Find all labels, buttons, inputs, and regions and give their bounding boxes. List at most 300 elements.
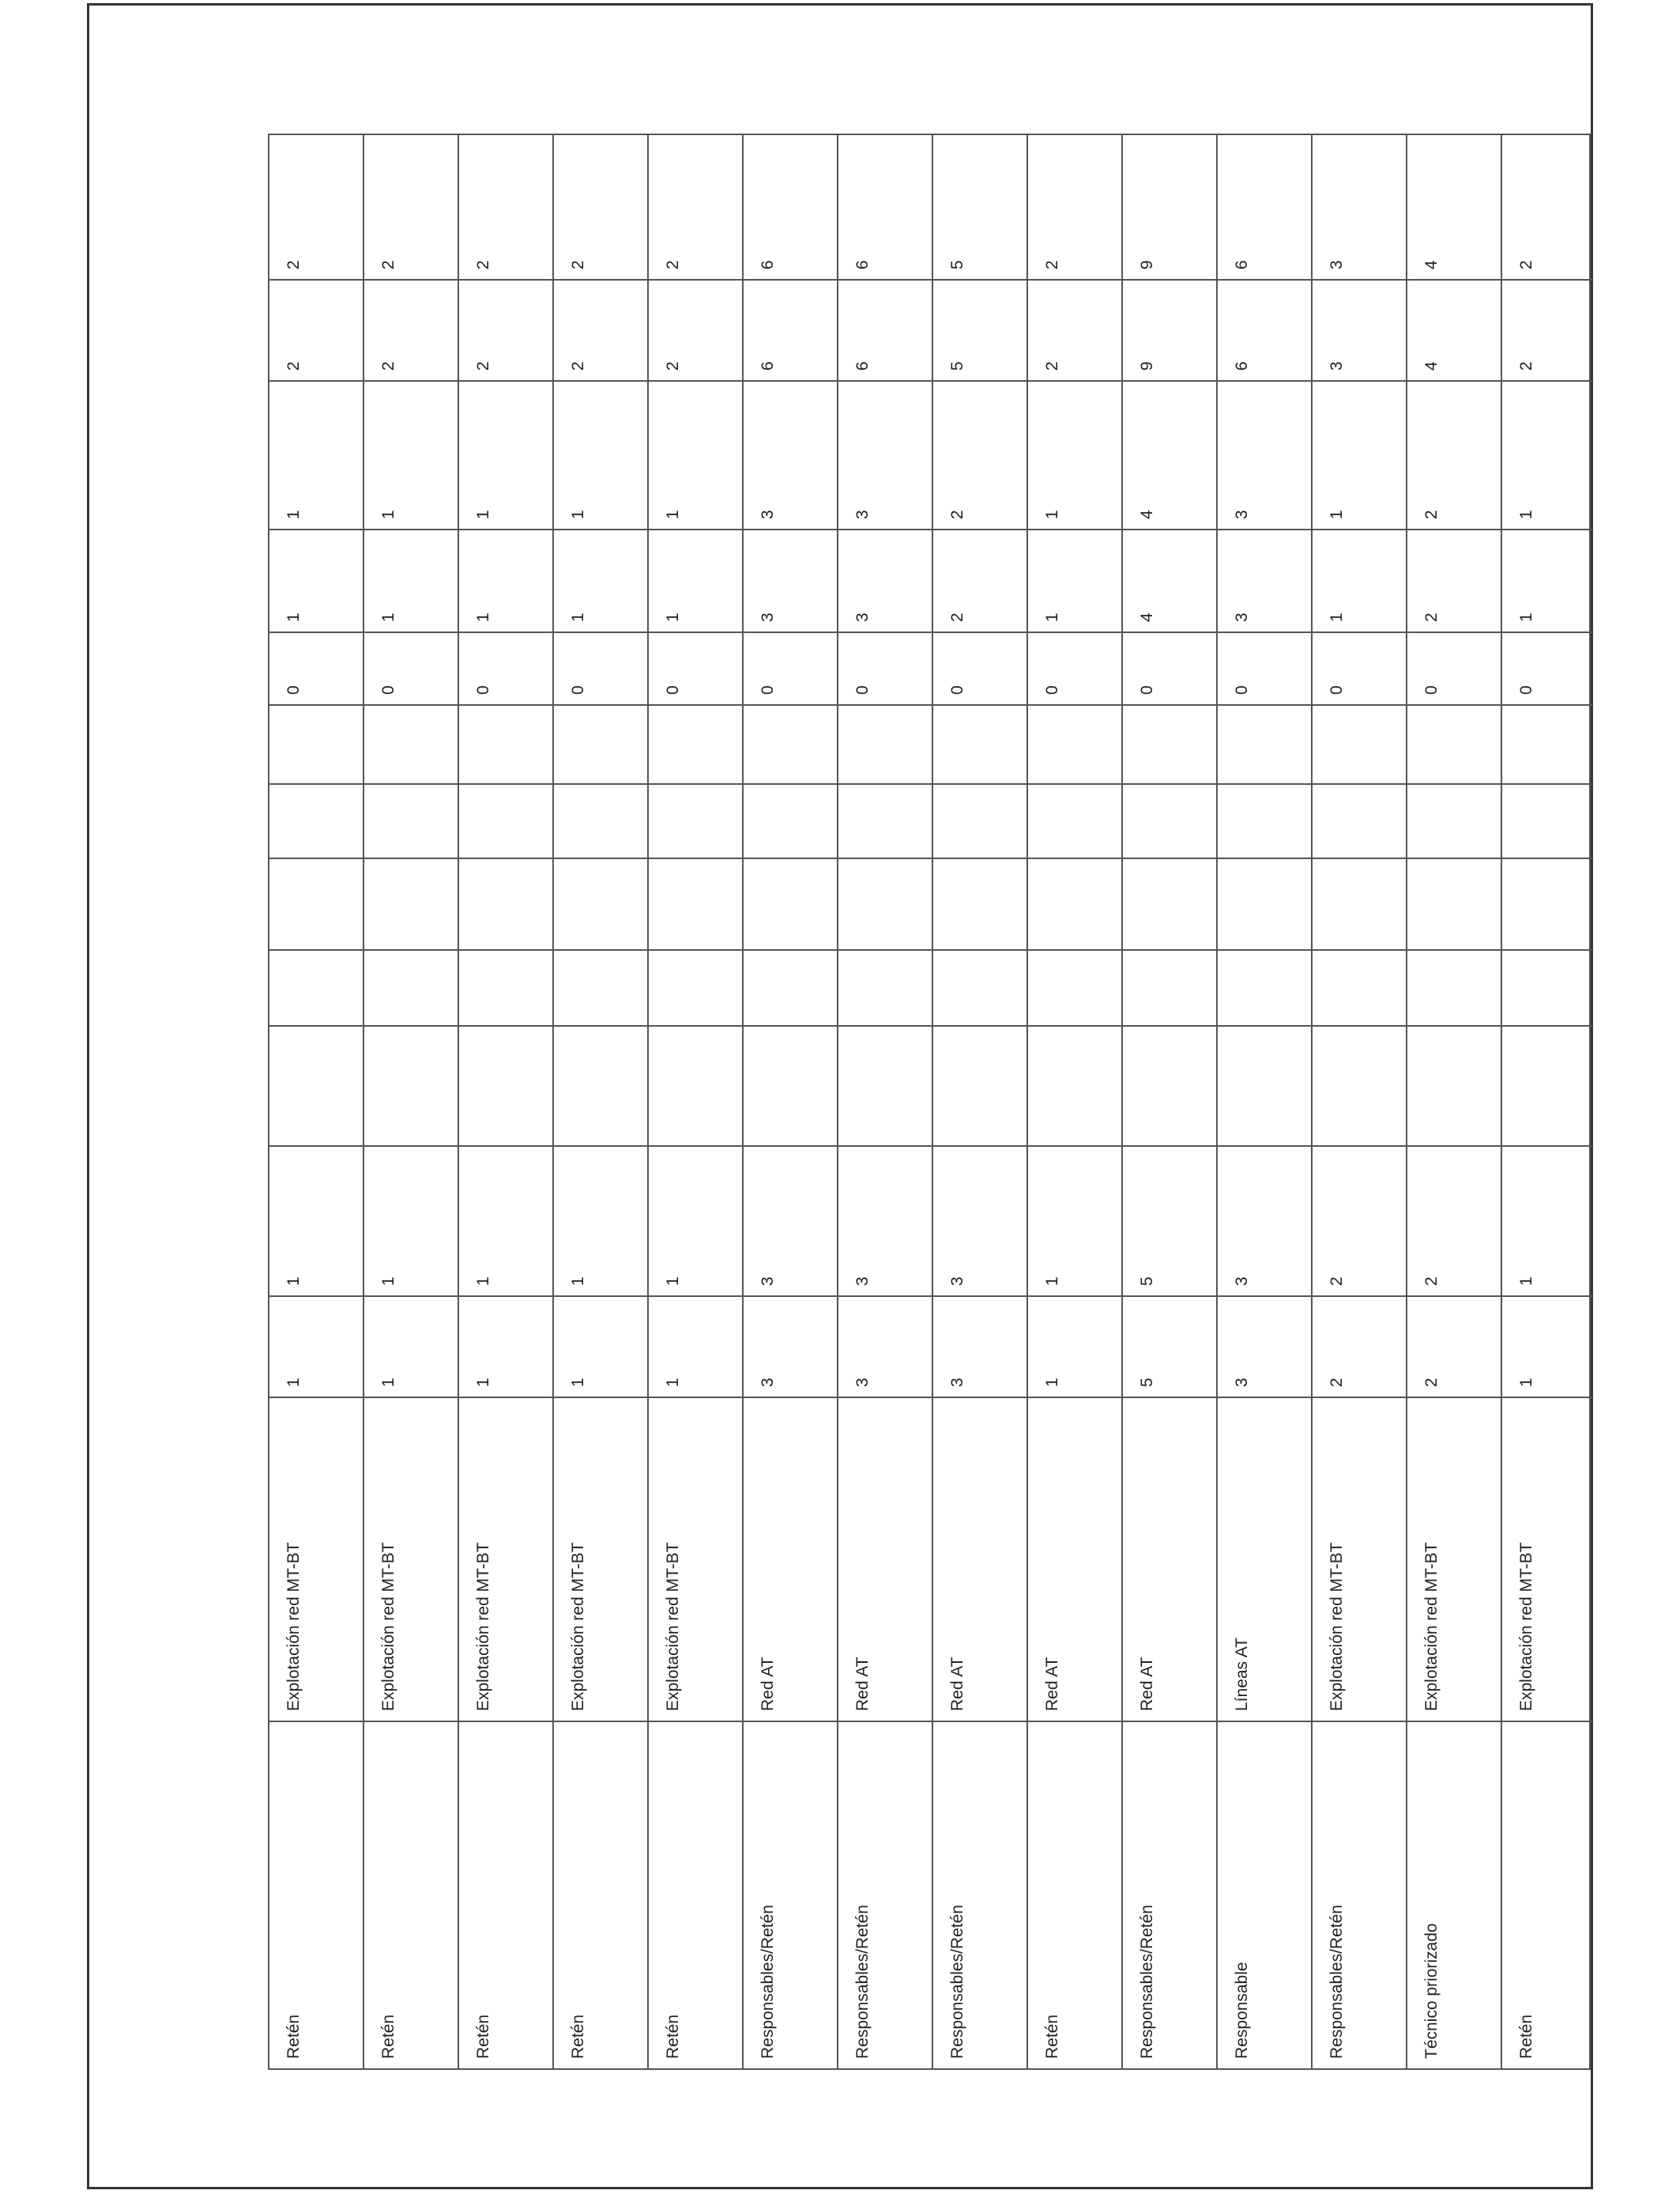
table-row (364, 135, 459, 2068)
table-cell-val-a (1313, 1295, 1406, 1397)
table-cell-val-e (1123, 380, 1216, 529)
cell-text: 4 (1422, 260, 1441, 270)
table-cell-role (1123, 1721, 1216, 2068)
table-cell-blank-2 (459, 949, 552, 1025)
cell-text: 2 (569, 361, 587, 371)
table-cell-val-b (838, 1145, 932, 1295)
table-cell-val-b (1028, 1145, 1121, 1295)
cell-text: 1 (1517, 1276, 1535, 1286)
table-cell-blank-5 (1502, 704, 1592, 783)
table-cell-role (933, 1721, 1026, 2068)
table-row (933, 135, 1028, 2068)
table-cell-blank-5 (554, 704, 647, 783)
table-cell-val-g (1218, 129, 1311, 279)
cell-text: 1 (284, 1378, 303, 1387)
table-cell-role (1313, 1721, 1406, 2068)
cell-text: Red AT (948, 1657, 966, 1711)
table-cell-blank-1 (1502, 1025, 1592, 1145)
table-cell-val-e (1028, 380, 1121, 529)
table-cell-val-g (1407, 129, 1501, 279)
table-cell-role (364, 1721, 458, 2068)
cell-text: 1 (569, 1276, 587, 1286)
cell-text: 2 (1043, 260, 1061, 270)
cell-text: 0 (1328, 685, 1346, 695)
cell-text: 1 (1517, 1378, 1535, 1387)
table-cell-area (1218, 1397, 1311, 1721)
cell-text: Técnico priorizado (1422, 1923, 1441, 2059)
cell-text: Explotación red MT-BT (379, 1542, 397, 1711)
cell-text: 2 (1517, 361, 1535, 371)
table-cell-area (554, 1397, 647, 1721)
cell-text: 1 (1043, 1276, 1061, 1286)
table-cell-val-f (649, 279, 742, 380)
cell-text: 3 (759, 613, 777, 622)
table-cell-blank-4 (838, 783, 932, 858)
cell-text: Responsables/Retén (1138, 1905, 1156, 2059)
table-cell-val-f (459, 279, 552, 380)
cell-text: 1 (379, 613, 397, 622)
cell-text: 1 (1043, 510, 1061, 519)
table-cell-role (838, 1721, 932, 2068)
table-cell-val-f (1313, 279, 1406, 380)
cell-text: 1 (664, 613, 682, 622)
cell-text: 5 (1138, 1378, 1156, 1387)
table-cell-val-d (1218, 529, 1311, 631)
table-cell-val-e (1218, 380, 1311, 529)
table-cell-val-e (269, 380, 363, 529)
table-cell-blank-3 (838, 858, 932, 949)
cell-text: 2 (1328, 1378, 1346, 1387)
table-cell-blank-3 (1123, 858, 1216, 949)
cell-text: 1 (284, 613, 303, 622)
table-cell-blank-2 (1502, 949, 1592, 1025)
table-cell-val-d (269, 529, 363, 631)
table-cell-blank-3 (933, 858, 1026, 949)
cell-text: 3 (759, 1276, 777, 1286)
table-cell-val-a (1502, 1295, 1592, 1397)
table-cell-blank-3 (1028, 858, 1121, 949)
table-cell-val-e (554, 380, 647, 529)
table-cell-val-d (649, 529, 742, 631)
cell-text: 3 (1233, 1276, 1251, 1286)
table-cell-blank-4 (1028, 783, 1121, 858)
cell-text: 2 (474, 260, 492, 270)
table-cell-val-e (459, 380, 552, 529)
cell-text: 6 (1233, 361, 1251, 371)
cell-text: 1 (664, 1378, 682, 1387)
cell-text: 5 (1138, 1276, 1156, 1286)
table-cell-blank-5 (364, 704, 458, 783)
cell-text: 3 (1328, 260, 1346, 270)
table-cell-blank-1 (1407, 1025, 1501, 1145)
table-cell-blank-3 (269, 858, 363, 949)
table-cell-val-f (1028, 279, 1121, 380)
cell-text: 2 (1043, 361, 1061, 371)
cell-text: Explotación red MT-BT (474, 1542, 492, 1711)
cell-text: 4 (1422, 361, 1441, 371)
table-cell-val-g (933, 129, 1026, 279)
table-cell-val-a (838, 1295, 932, 1397)
cell-text: 2 (284, 361, 303, 371)
table-cell-val-a (1407, 1295, 1501, 1397)
table-cell-val-c (1123, 631, 1216, 704)
cell-text: Responsables/Retén (948, 1905, 966, 2059)
table-cell-val-f (554, 279, 647, 380)
table-cell-blank-1 (1123, 1025, 1216, 1145)
table-cell-blank-5 (1123, 704, 1216, 783)
cell-text: 0 (474, 685, 492, 695)
table-cell-blank-5 (1028, 704, 1121, 783)
cell-text: 0 (1138, 685, 1156, 695)
cell-text: Explotación red MT-BT (1328, 1542, 1346, 1711)
table-cell-val-b (933, 1145, 1026, 1295)
cell-text: Responsable (1233, 1962, 1251, 2059)
table-cell-val-d (838, 529, 932, 631)
cell-text: 4 (1138, 613, 1156, 622)
table-cell-val-d (744, 529, 837, 631)
table-cell-val-b (1502, 1145, 1592, 1295)
cell-text: 0 (664, 685, 682, 695)
table-cell-blank-2 (744, 949, 837, 1025)
cell-text: 1 (284, 510, 303, 519)
table-cell-blank-3 (744, 858, 837, 949)
cell-text: 3 (1328, 361, 1346, 371)
table-row (1313, 135, 1407, 2068)
table-cell-val-b (1123, 1145, 1216, 1295)
table-cell-val-g (1502, 129, 1592, 279)
table-cell-val-d (1313, 529, 1406, 631)
table-cell-area (838, 1397, 932, 1721)
cell-text: 3 (948, 1276, 966, 1286)
table-cell-blank-1 (1218, 1025, 1311, 1145)
table-cell-blank-4 (933, 783, 1026, 858)
cell-text: 0 (1233, 685, 1251, 695)
table-cell-blank-4 (1407, 783, 1501, 858)
cell-text: 3 (1233, 613, 1251, 622)
cell-text: 3 (853, 510, 872, 519)
table-cell-val-a (1218, 1295, 1311, 1397)
table-cell-val-g (744, 129, 837, 279)
cell-text: 0 (284, 685, 303, 695)
table-cell-val-g (1028, 129, 1121, 279)
table-cell-blank-2 (1218, 949, 1311, 1025)
cell-text: 6 (759, 260, 777, 270)
table-cell-role (269, 1721, 363, 2068)
table-cell-blank-4 (459, 783, 552, 858)
cell-text: 2 (664, 260, 682, 270)
table-cell-blank-4 (744, 783, 837, 858)
table-cell-role (1028, 1721, 1121, 2068)
cell-text: 2 (1517, 260, 1535, 270)
table-cell-val-b (554, 1145, 647, 1295)
table-cell-blank-1 (1313, 1025, 1406, 1145)
table-cell-val-c (744, 631, 837, 704)
cell-text: 9 (1138, 361, 1156, 371)
cell-text: 3 (759, 510, 777, 519)
table-row (744, 135, 838, 2068)
table-cell-area (1407, 1397, 1501, 1721)
table-cell-blank-2 (554, 949, 647, 1025)
table-cell-val-g (1313, 129, 1406, 279)
cell-text: Red AT (853, 1657, 872, 1711)
table-cell-val-a (554, 1295, 647, 1397)
table-cell-blank-2 (1028, 949, 1121, 1025)
table-cell-area (269, 1397, 363, 1721)
table-cell-blank-1 (554, 1025, 647, 1145)
table-cell-area (364, 1397, 458, 1721)
table-cell-val-e (838, 380, 932, 529)
table-cell-area (1028, 1397, 1121, 1721)
cell-text: 1 (569, 1378, 587, 1387)
table-row (1407, 135, 1502, 2068)
cell-text: Líneas AT (1233, 1637, 1251, 1711)
table-cell-val-d (1407, 529, 1501, 631)
cell-text: 3 (853, 1276, 872, 1286)
cell-text: 4 (1138, 510, 1156, 519)
cell-text: 1 (474, 1378, 492, 1387)
cell-text: Explotación red MT-BT (284, 1542, 303, 1711)
table-cell-blank-4 (364, 783, 458, 858)
cell-text: 2 (1422, 1378, 1441, 1387)
table-cell-val-e (649, 380, 742, 529)
cell-text: 1 (1043, 613, 1061, 622)
table-cell-blank-1 (459, 1025, 552, 1145)
table-cell-val-c (554, 631, 647, 704)
table-cell-blank-3 (364, 858, 458, 949)
table-row (1028, 135, 1123, 2068)
cell-text: 0 (759, 685, 777, 695)
table-cell-blank-1 (1028, 1025, 1121, 1145)
table-cell-val-f (1502, 279, 1592, 380)
table-cell-blank-3 (459, 858, 552, 949)
table-cell-blank-5 (1218, 704, 1311, 783)
table-cell-val-f (1407, 279, 1501, 380)
cell-text: Explotación red MT-BT (1517, 1542, 1535, 1711)
table-cell-val-g (649, 129, 742, 279)
cell-text: 1 (474, 613, 492, 622)
cell-text: 1 (1043, 1378, 1061, 1387)
cell-text: 2 (474, 361, 492, 371)
cell-text: 6 (853, 361, 872, 371)
table-cell-val-b (459, 1145, 552, 1295)
cell-text: 3 (853, 613, 872, 622)
table-cell-blank-3 (1502, 858, 1592, 949)
table-cell-val-a (459, 1295, 552, 1397)
table-cell-val-e (933, 380, 1026, 529)
table-cell-blank-4 (1313, 783, 1406, 858)
cell-text: 2 (948, 613, 966, 622)
cell-text: Red AT (1043, 1657, 1061, 1711)
table-cell-blank-5 (933, 704, 1026, 783)
table-cell-val-d (933, 529, 1026, 631)
table-cell-val-d (364, 529, 458, 631)
table-cell-area (744, 1397, 837, 1721)
cell-text: Explotación red MT-BT (569, 1542, 587, 1711)
table-cell-val-b (744, 1145, 837, 1295)
table-cell-area (649, 1397, 742, 1721)
cell-text: 1 (1328, 510, 1346, 519)
cell-text: Explotación red MT-BT (1422, 1542, 1441, 1711)
table-cell-val-b (1313, 1145, 1406, 1295)
table-cell-val-f (838, 279, 932, 380)
table-cell-val-a (744, 1295, 837, 1397)
table-cell-blank-3 (1313, 858, 1406, 949)
table-row (838, 135, 933, 2068)
table-cell-val-a (1123, 1295, 1216, 1397)
table-cell-val-c (364, 631, 458, 704)
cell-text: 2 (664, 361, 682, 371)
table-row (1218, 135, 1313, 2068)
table-cell-blank-2 (1407, 949, 1501, 1025)
cell-text: Retén (284, 2014, 303, 2059)
table-cell-val-a (1028, 1295, 1121, 1397)
table-cell-blank-4 (649, 783, 742, 858)
table-cell-val-c (838, 631, 932, 704)
table-cell-val-f (364, 279, 458, 380)
cell-text: Red AT (759, 1657, 777, 1711)
table-cell-blank-1 (744, 1025, 837, 1145)
table-cell-val-b (1407, 1145, 1501, 1295)
cell-text: 3 (853, 1378, 872, 1387)
table-cell-area (933, 1397, 1026, 1721)
table-cell-role (744, 1721, 837, 2068)
cell-text: 0 (853, 685, 872, 695)
cell-text: 2 (1422, 613, 1441, 622)
table-cell-blank-3 (554, 858, 647, 949)
table-cell-val-g (364, 129, 458, 279)
table-cell-val-b (649, 1145, 742, 1295)
table-cell-val-a (649, 1295, 742, 1397)
table-cell-blank-2 (1313, 949, 1406, 1025)
cell-text: 3 (759, 1378, 777, 1387)
cell-text: 1 (569, 613, 587, 622)
table-cell-val-f (1123, 279, 1216, 380)
table-cell-val-c (459, 631, 552, 704)
cell-text: 0 (1517, 685, 1535, 695)
table-cell-val-e (1313, 380, 1406, 529)
table-cell-area (1123, 1397, 1216, 1721)
cell-text: 1 (1517, 613, 1535, 622)
cell-text: 6 (759, 361, 777, 371)
table-row (1123, 135, 1218, 2068)
table-cell-val-a (364, 1295, 458, 1397)
cell-text: Retén (1043, 2014, 1061, 2059)
table-row (269, 135, 364, 2068)
cell-text: Retén (474, 2014, 492, 2059)
table-cell-val-g (554, 129, 647, 279)
table-cell-val-f (933, 279, 1026, 380)
cell-text: 0 (1043, 685, 1061, 695)
table-cell-blank-5 (649, 704, 742, 783)
table-cell-val-c (1028, 631, 1121, 704)
table-cell-blank-2 (1123, 949, 1216, 1025)
cell-text: 0 (948, 685, 966, 695)
cell-text: 0 (1422, 685, 1441, 695)
cell-text: 1 (1328, 613, 1346, 622)
table-cell-blank-4 (554, 783, 647, 858)
table-cell-val-a (933, 1295, 1026, 1397)
cell-text: 2 (1422, 1276, 1441, 1286)
cell-text: 2 (379, 361, 397, 371)
table-cell-val-c (1502, 631, 1592, 704)
table-cell-val-b (364, 1145, 458, 1295)
table-cell-val-g (269, 129, 363, 279)
table-cell-blank-1 (269, 1025, 363, 1145)
cell-text: Responsables/Retén (1328, 1905, 1346, 2059)
table-cell-val-d (1028, 529, 1121, 631)
table-cell-area (1502, 1397, 1592, 1721)
cell-text: 2 (569, 260, 587, 270)
cell-text: 6 (853, 260, 872, 270)
table-row (1502, 135, 1592, 2068)
table-cell-role (1218, 1721, 1311, 2068)
table-cell-val-c (1407, 631, 1501, 704)
table-cell-blank-4 (1218, 783, 1311, 858)
table-cell-blank-4 (1123, 783, 1216, 858)
table-cell-role (554, 1721, 647, 2068)
cell-text: 2 (948, 510, 966, 519)
table-cell-blank-4 (269, 783, 363, 858)
cell-text: 1 (664, 1276, 682, 1286)
cell-text: 1 (474, 1276, 492, 1286)
table-cell-val-c (1313, 631, 1406, 704)
cell-text: Responsables/Retén (853, 1905, 872, 2059)
table-cell-val-e (364, 380, 458, 529)
table-cell-role (649, 1721, 742, 2068)
cell-text: 3 (1233, 510, 1251, 519)
cell-text: 3 (1233, 1378, 1251, 1387)
table-cell-val-b (1218, 1145, 1311, 1295)
cell-text: 9 (1138, 260, 1156, 270)
table-cell-role (1502, 1721, 1592, 2068)
cell-text: 2 (1422, 510, 1441, 519)
cell-text: 1 (569, 510, 587, 519)
table-cell-val-e (1502, 380, 1592, 529)
table-cell-val-g (838, 129, 932, 279)
cell-text: Explotación red MT-BT (664, 1542, 682, 1711)
table-cell-blank-2 (933, 949, 1026, 1025)
table-cell-val-c (649, 631, 742, 704)
table-cell-val-f (269, 279, 363, 380)
table-cell-blank-1 (933, 1025, 1026, 1145)
cell-text: 6 (1233, 260, 1251, 270)
cell-text: 2 (284, 260, 303, 270)
table-cell-role (1407, 1721, 1501, 2068)
table-cell-area (1313, 1397, 1406, 1721)
table-cell-val-d (554, 529, 647, 631)
cell-text: Retén (569, 2014, 587, 2059)
table-cell-blank-2 (364, 949, 458, 1025)
table-cell-blank-3 (649, 858, 742, 949)
table-cell-blank-1 (364, 1025, 458, 1145)
page-frame (87, 3, 1593, 2189)
table-cell-blank-2 (649, 949, 742, 1025)
table-cell-blank-5 (838, 704, 932, 783)
table-row (554, 135, 649, 2068)
cell-text: 1 (474, 510, 492, 519)
table-cell-val-f (1218, 279, 1311, 380)
cell-text: Retén (379, 2014, 397, 2059)
table-cell-blank-5 (1407, 704, 1501, 783)
cell-text: 1 (1517, 510, 1535, 519)
cell-text: 2 (379, 260, 397, 270)
cell-text: 1 (379, 510, 397, 519)
table-cell-val-d (1502, 529, 1592, 631)
table-cell-blank-5 (744, 704, 837, 783)
table-row (459, 135, 554, 2068)
table-cell-blank-2 (838, 949, 932, 1025)
table-cell-blank-3 (1407, 858, 1501, 949)
